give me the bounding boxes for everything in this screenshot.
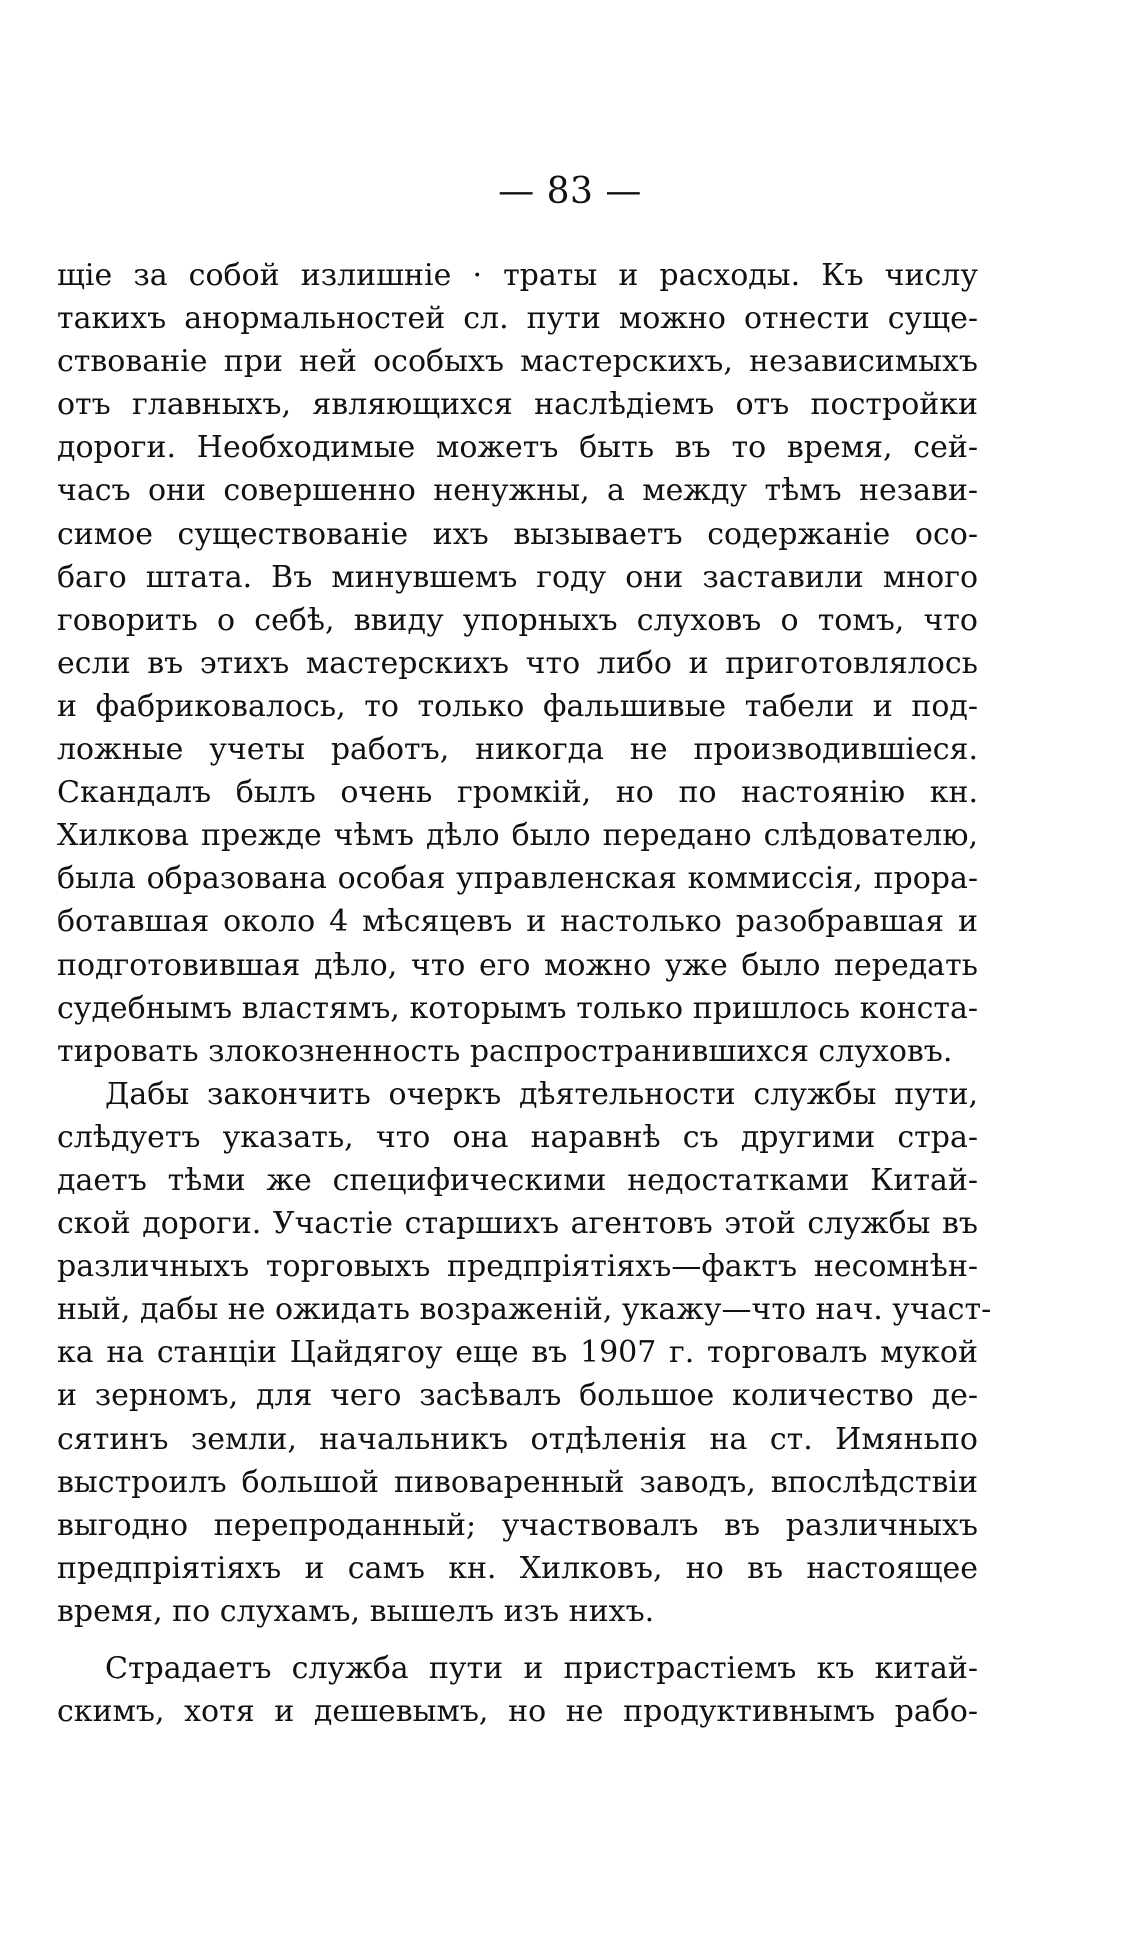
paragraph-1 — [57, 254, 978, 1073]
text-line: ный, дабы не ожидать возраженій, укажу—что нач. участ- — [57, 1292, 992, 1328]
text-line: Скандалъ былъ очень громкій, но по настоянію кн. — [57, 775, 978, 811]
text-line: выстроилъ большой пивоваренный заводъ, впослѣдствіи — [57, 1464, 978, 1500]
text-line: различныхъ торговыхъ предпріятіяхъ—фактъ несомнѣн- — [57, 1249, 978, 1285]
text-line: Хилкова прежде чѣмъ дѣло было передано слѣдователю, — [57, 818, 978, 854]
text-line: судебнымъ властямъ, которымъ только пришлось конста- — [57, 990, 978, 1026]
paragraph-2 — [57, 1073, 992, 1633]
text-line: предпріятіяхъ и самъ кн. Хилковъ, но въ настоящее — [57, 1550, 978, 1586]
text-line: выгодно перепроданный; участвовалъ въ различныхъ — [57, 1507, 978, 1543]
text-line: и фабриковалось, то только фальшивые табели и под- — [57, 688, 978, 724]
text-line: Страдаетъ служба пути и пристрастіемъ къ китай- — [105, 1651, 978, 1686]
text-line: ка на станціи Цайдягоу еще въ 1907 г. торговалъ мукой — [57, 1335, 978, 1371]
text-line: время, по слухамъ, вышелъ изъ нихъ. — [57, 1593, 655, 1629]
text-line: если въ этихъ мастерскихъ что либо и приготовлялось — [57, 645, 978, 681]
text-line: говорить о себѣ, ввиду упорныхъ слуховъ о томъ, что — [57, 602, 978, 638]
text-line: часъ они совершенно ненужны, а между тѣмъ незави- — [57, 473, 978, 509]
text-line: тировать злокозненность распространившихся слуховъ. — [57, 1033, 953, 1069]
body-text — [57, 254, 992, 1733]
text-line: дороги. Необходимые можетъ быть въ то время, сей- — [57, 430, 978, 466]
text-line: симое существованіе ихъ вызываетъ содержаніе осо- — [57, 516, 978, 552]
page-number: — 83 — — [498, 171, 642, 212]
text-line: сятинъ земли, начальникъ отдѣленія на ст. Имяньпо — [57, 1421, 978, 1457]
text-line: ботавшая около 4 мѣсяцевъ и настолько разобравшая и — [57, 904, 978, 940]
text-line: щіе за собой излишніе · траты и расходы. Къ числу — [57, 258, 978, 293]
text-line: ской дороги. Участіе старшихъ агентовъ этой службы въ — [57, 1206, 978, 1242]
text-line: баго штата. Въ минувшемъ году они заставили много — [57, 559, 978, 595]
text-line: такихъ анормальностей сл. пути можно отнести суще- — [57, 301, 978, 337]
text-line: подготовившая дѣло, что его можно уже было передать — [57, 947, 978, 983]
text-line: и зерномъ, для чего засѣвалъ большое количество де- — [57, 1378, 978, 1414]
paragraph-3 — [57, 1647, 978, 1733]
text-line: даетъ тѣми же специфическими недостатками Китай- — [57, 1162, 978, 1198]
paragraph-spacer — [57, 1633, 978, 1647]
text-line: была образована особая управленская коммиссія, прора- — [57, 861, 978, 897]
text-line: ствованіе при ней особыхъ мастерскихъ, независимыхъ — [57, 344, 978, 380]
text-line: отъ главныхъ, являющихся наслѣдіемъ отъ постройки — [57, 387, 978, 423]
text-line: Дабы закончить очеркъ дѣятельности службы пути, — [105, 1076, 978, 1112]
text-line: скимъ, хотя и дешевымъ, но не продуктивнымъ рабо- — [57, 1694, 978, 1730]
text-line: ложные учеты работъ, никогда не производившіеся. — [57, 732, 978, 768]
text-line: слѣдуетъ указать, что она наравнѣ съ другими стра- — [57, 1119, 978, 1155]
